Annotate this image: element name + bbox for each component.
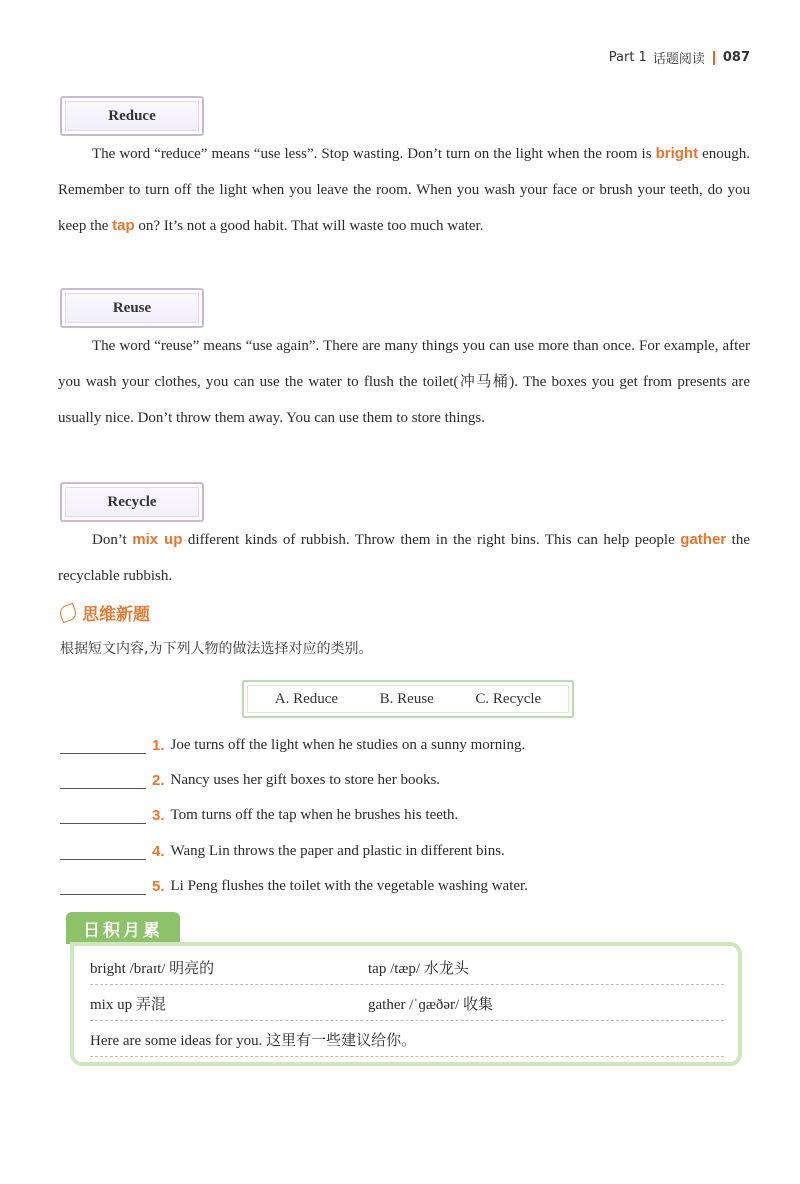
option-c: C. Recycle xyxy=(475,690,542,707)
text-run: different kinds of rubbish. Throw them in the right bins. This can help people xyxy=(182,532,681,548)
question-text: Wang Lin throws the paper and plastic in different bins. xyxy=(170,843,505,859)
question-text: Nancy uses her gift boxes to store her books. xyxy=(170,772,441,788)
exercise-title-text: 思维新题 xyxy=(82,605,150,625)
vocab-entry: Here are some ideas for you. 这里有一些建议给你。 xyxy=(90,1033,417,1049)
paragraph-reduce xyxy=(58,136,750,244)
leaf-icon xyxy=(58,602,79,623)
answer-blank-3[interactable] xyxy=(60,805,146,824)
vocab-box xyxy=(70,942,742,1066)
exercise-instruction: 根据短文内容,为下列人物的做法选择对应的类别。 xyxy=(60,641,373,657)
paragraph-reuse xyxy=(58,328,750,436)
text-run: enough. Remember to turn off the light when you leave the room. When you wash your face or brush your teeth, do you keep the xyxy=(58,146,750,234)
answer-blank-1[interactable] xyxy=(60,735,146,754)
question-text: Li Peng flushes the toilet with the vegetable washing water. xyxy=(170,878,528,894)
highlighted-word: tap xyxy=(112,217,135,234)
question-number: 2. xyxy=(152,772,165,789)
option-a: A. Reduce xyxy=(274,690,339,707)
question-text: Tom turns off the tap when he brushes his teeth. xyxy=(170,807,459,823)
paragraph-text xyxy=(58,136,750,244)
highlighted-word: bright xyxy=(655,145,699,162)
vocab-entry: tap /tæp/ 水龙头 xyxy=(368,961,469,977)
text-run: The word “reduce” means “use less”. Stop wasting. Don’t turn on the light when the room is xyxy=(92,146,656,162)
answer-blank-5[interactable] xyxy=(60,876,146,895)
section-title-reduce: Reduce xyxy=(60,96,204,136)
page-header xyxy=(609,48,750,67)
question-4 xyxy=(60,836,505,860)
options-box xyxy=(242,680,574,718)
exercise-title xyxy=(60,600,150,625)
vocab-row xyxy=(90,1024,724,1057)
part-label: Part 1 xyxy=(608,50,647,65)
option-b: B. Reuse xyxy=(379,690,434,707)
section-title-reuse: Reuse xyxy=(60,288,204,328)
paragraph-text xyxy=(58,522,750,594)
vocab-row xyxy=(90,952,724,985)
vocab-entry: mix up 弄混 xyxy=(90,997,166,1013)
paragraph-recycle xyxy=(58,522,750,594)
text-run: on? It’s not a good habit. That will waste too much water. xyxy=(134,218,484,234)
answer-blank-4[interactable] xyxy=(60,841,146,860)
section-label: 话题阅读 xyxy=(652,52,705,67)
question-number: 3. xyxy=(152,807,165,824)
section-title-recycle: Recycle xyxy=(60,482,204,522)
text-run: Don’t xyxy=(92,532,133,548)
question-5 xyxy=(60,871,528,895)
vocab-tab: 日积月累 xyxy=(66,912,180,944)
question-3 xyxy=(60,800,458,824)
paragraph-text xyxy=(58,328,750,436)
page-number: 087 xyxy=(722,50,750,65)
vocab-row xyxy=(90,988,724,1021)
question-number: 5. xyxy=(152,878,165,895)
question-1 xyxy=(60,730,525,754)
header-divider xyxy=(713,51,715,65)
answer-blank-2[interactable] xyxy=(60,770,146,789)
vocab-entry: bright /braɪt/ 明亮的 xyxy=(90,961,215,977)
question-2 xyxy=(60,765,440,789)
highlighted-word: gather xyxy=(680,531,727,548)
question-number: 1. xyxy=(152,737,165,754)
question-text: Joe turns off the light when he studies on a sunny morning. xyxy=(170,737,526,753)
text-run: The word “reuse” means “use again”. There are many things you can use more than once. For example, after you wash your clothes, you can use the water to flush the toilet(冲马桶). The boxes you get from presents are usually nice. Don’t throw them away. You can use them to store things. xyxy=(58,338,750,426)
highlighted-word: mix up xyxy=(132,531,183,548)
question-number: 4. xyxy=(152,843,165,860)
vocab-entry: gather /ˈɡæðər/ 收集 xyxy=(368,997,493,1013)
text-run: the recyclable rubbish. xyxy=(58,532,750,584)
